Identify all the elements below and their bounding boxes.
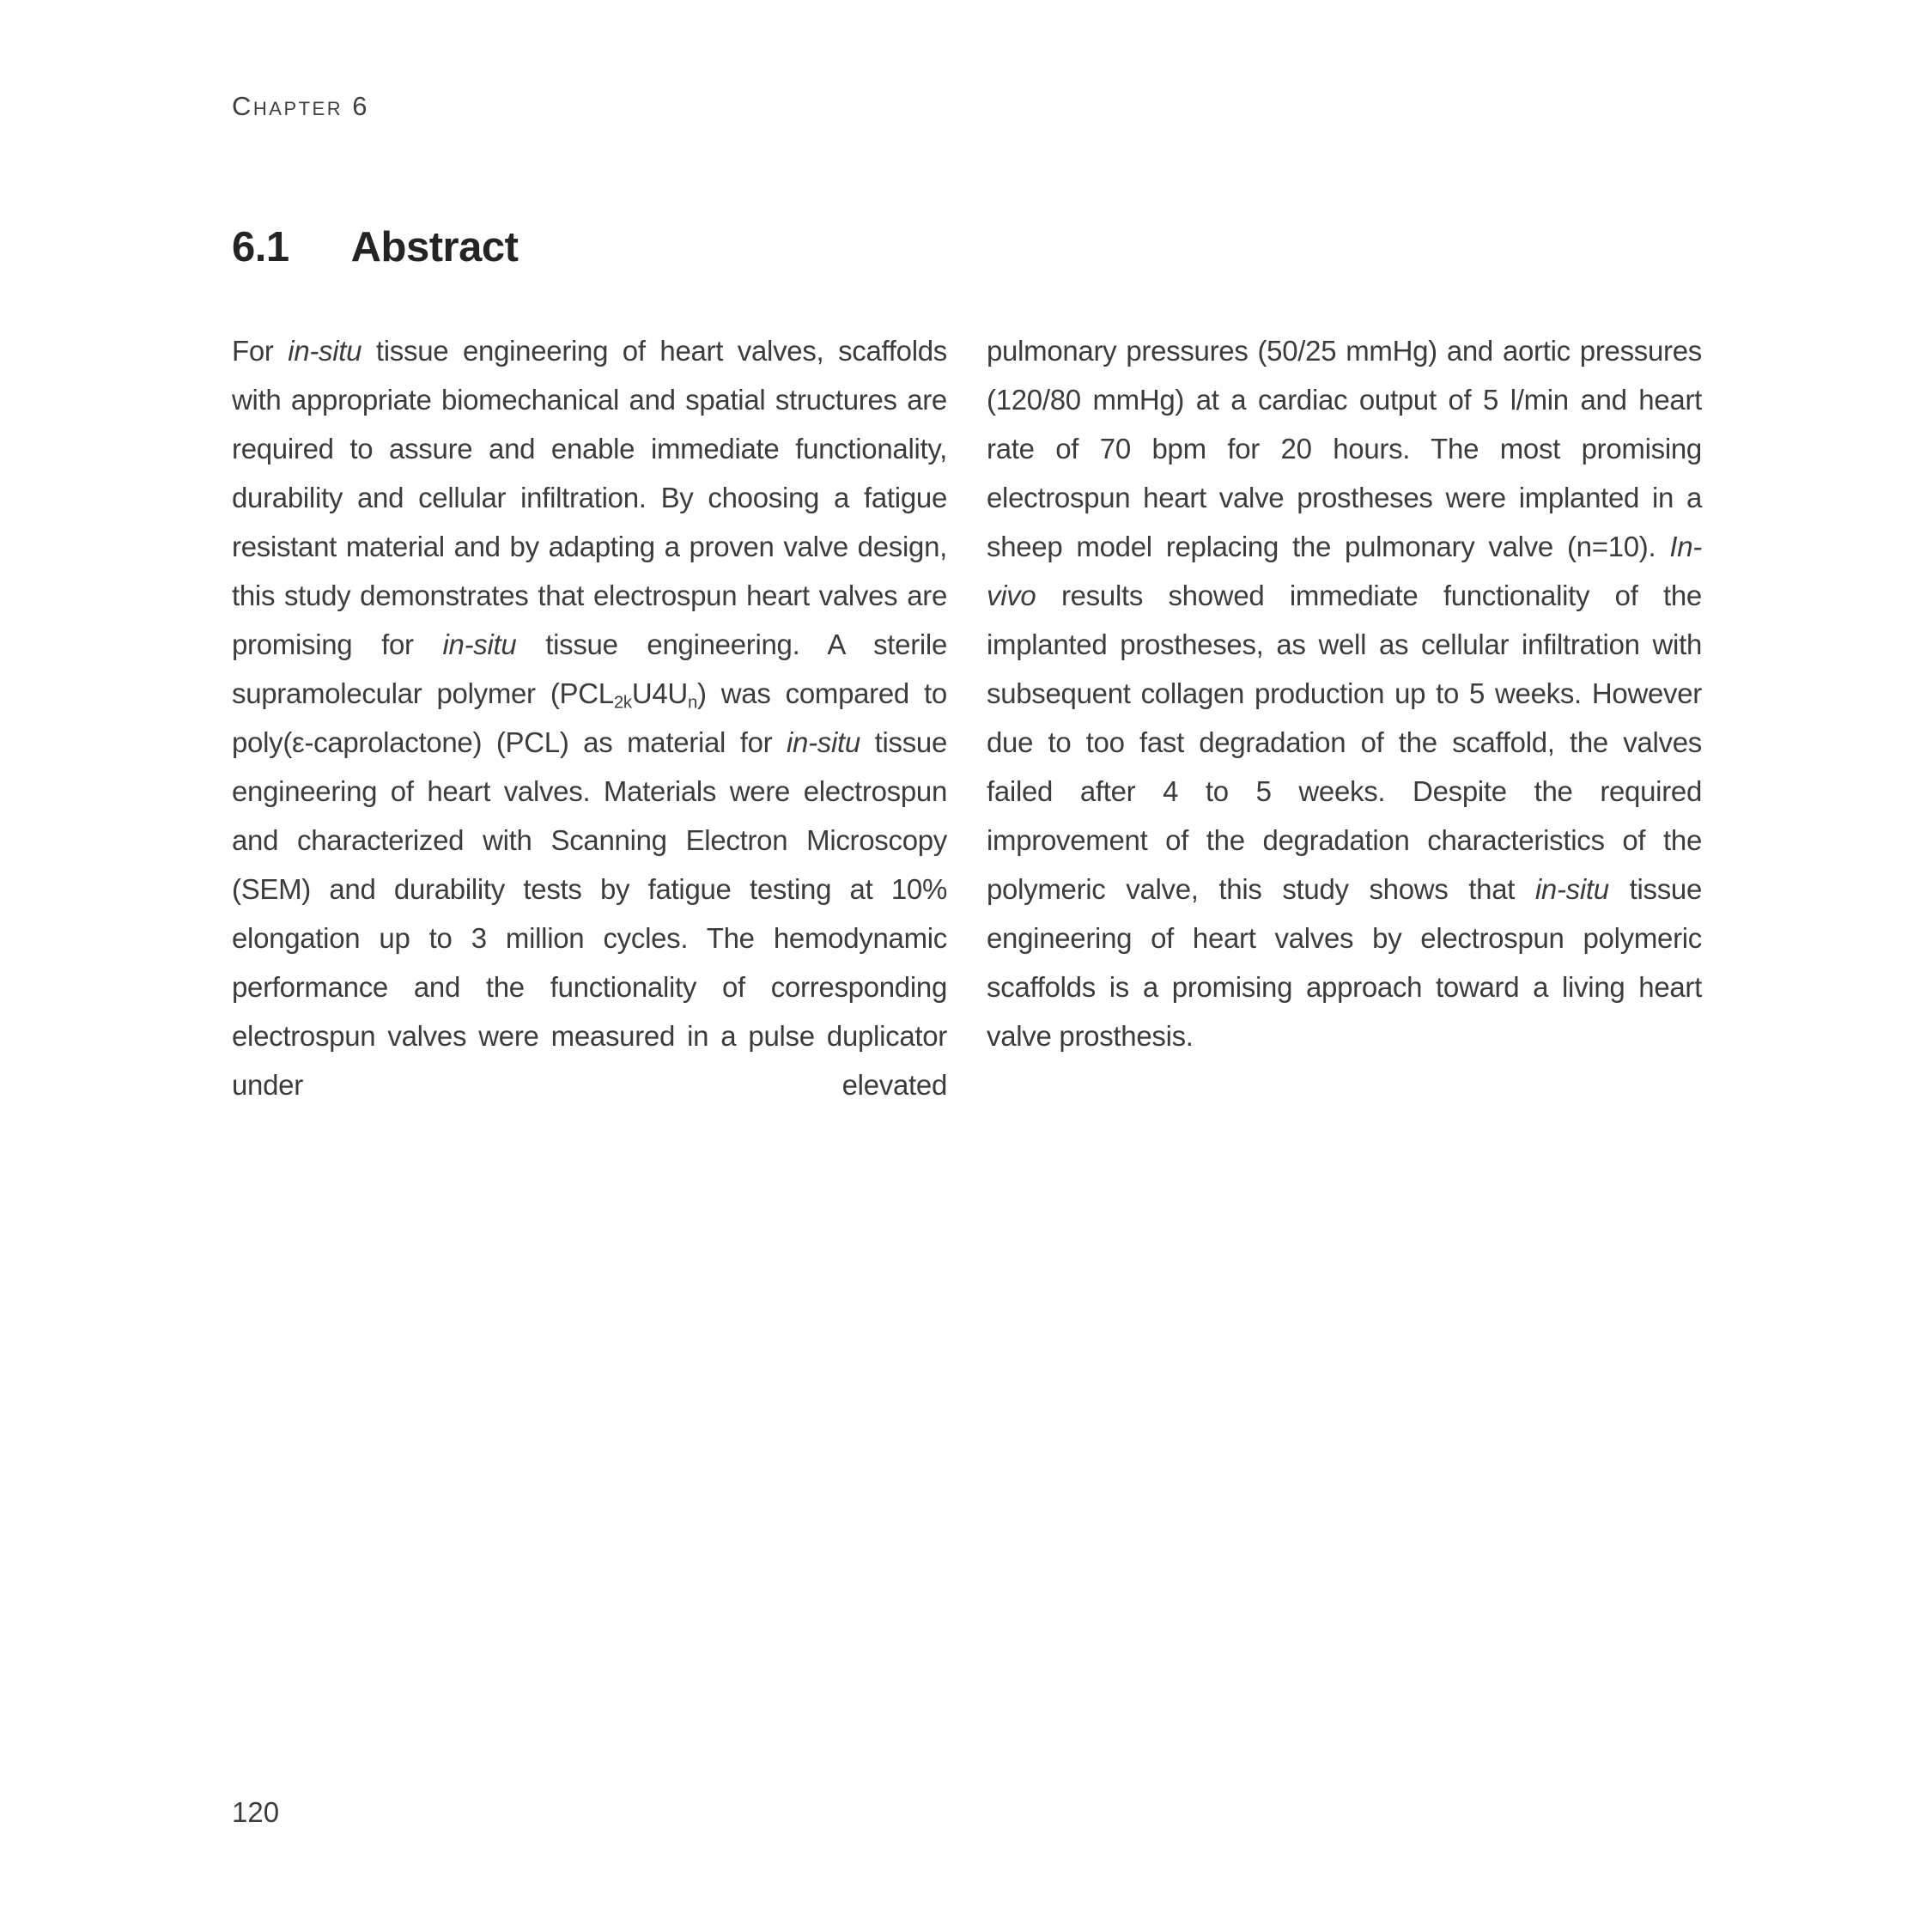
italic-text-run: In-vivo	[987, 531, 1702, 611]
section-heading	[232, 224, 519, 270]
abstract-body	[232, 326, 1702, 1109]
section-number: 6.1	[232, 224, 289, 270]
text-run: tissue engineering of heart valves. Materials were electrospun and characterized with Scanning Electron Microscopy (SEM) and durability tests by fatigue testing at 10% elongation up to 3 million cycles. The hemodynamic performance and the functionality of corresponding electrospun valves were measured in a pulse duplicator under elevated	[232, 726, 948, 1101]
italic-text-run: in-situ	[1534, 873, 1609, 905]
section-title: Abstract	[350, 224, 519, 270]
text-run: ) was compared to poly(ε-caprolactone) (PCL) as material for	[232, 677, 947, 758]
abstract-column-left	[232, 326, 947, 1109]
text-run: tissue engineering. A sterile supramolecular polymer (PCL	[232, 628, 947, 709]
chapter-header: Chapter 6	[232, 91, 369, 121]
page-number: 120	[232, 1796, 280, 1828]
subscript-text-run: n	[687, 692, 698, 713]
italic-text-run: in-situ	[288, 335, 362, 367]
subscript-text-run: 2k	[613, 692, 632, 713]
text-run: U4U	[631, 677, 688, 709]
text-run: tissue engineering of heart valves, scaffolds with appropriate biomechanical and spatial structures are required to assure and enable immediate functionality, durability and cellular infiltration. By choosing a fatigue resistant material and by adapting a proven valve design, this study demonstrates that electrospun heart valves are promising for	[232, 335, 947, 660]
italic-text-run: in-situ	[442, 628, 517, 660]
italic-text-run: in-situ	[787, 726, 860, 758]
text-run: results showed immediate functionality of the implanted prostheses, as well as cellular infiltration with subsequent collagen production up to 5 weeks. However due to too fast degradation of the scaffold, the valves failed after 4 to 5 weeks. Despite the required improvement of the degradation characteristics of the polymeric valve, this study shows that	[987, 580, 1702, 905]
text-run: tissue engineering of heart valves by electrospun polymeric scaffolds is a promising approach toward a living heart valve prosthesis.	[987, 873, 1702, 1052]
text-run: For	[232, 335, 289, 367]
text-run: pulmonary pressures (50/25 mmHg) and aortic pressures (120/80 mmHg) at a cardiac output of 5 l/min and heart rate of 70 bpm for 20 hours. The most promising electrospun heart valve prostheses were implanted in a sheep model replacing the pulmonary valve (n=10).	[987, 335, 1702, 562]
abstract-column-right	[987, 326, 1702, 1109]
